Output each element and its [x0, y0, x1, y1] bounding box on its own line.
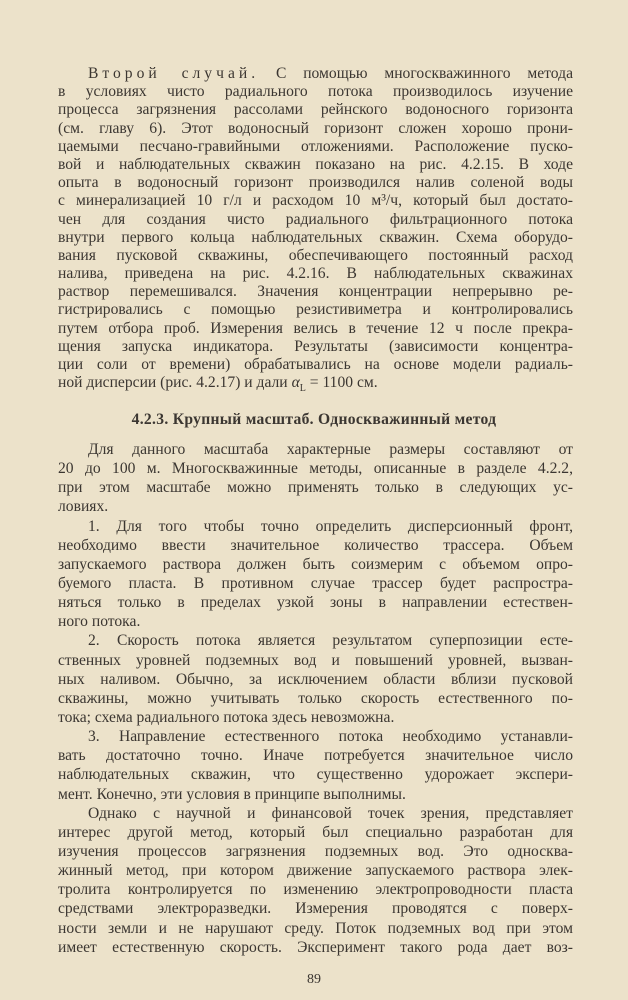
text-line: 2. Скорость потока является результатом суперпозиции есте-	[88, 632, 573, 650]
text-line: процесса загрязнения рассолами рейнского водоносного горизонта	[58, 101, 573, 119]
text-line: (см. главу 6). Этот водоносный горизонт сложен хорошо прони-	[58, 119, 573, 137]
text-line: ной дисперсии (рис. 4.2.17) и дали $\alpha_L = 1100$ см.	[58, 374, 378, 395]
text-line: Однако с научной и финансовой точек зрения, представляет	[88, 804, 573, 822]
text-line	[58, 65, 573, 83]
text-line: интерес другой метод, который был специально разработан для	[58, 823, 573, 841]
text-line: в условиях чисто радиального потока производилось изучение	[58, 83, 573, 101]
text-line: ного потока.	[58, 613, 141, 631]
text-line: жинный метод, при котором движение запускаемого раствора элек-	[58, 862, 573, 880]
spaced-lead: Второй случай.	[88, 65, 260, 82]
text-line: ции соли от времени) обрабатывались на основе модели радиаль-	[58, 356, 573, 373]
text-line: щения запуска индикатора. Результаты (зависимости концентра-	[58, 337, 573, 355]
text-line: 20 до 100 м. Многоскважинные методы, описанные в разделе 4.2.2,	[58, 460, 573, 478]
text-line: цаемыми песчано-гравийными отложениями. Расположение пуско-	[58, 137, 573, 155]
text-line: тока; схема радиального потока здесь невозможна.	[58, 708, 395, 726]
paragraph-second-case	[58, 65, 573, 395]
text-line: вой и наблюдательных скважин показано на рис. 4.2.15. В ходе	[58, 155, 573, 173]
text-line: 3. Направление естественного потока необходимо устанавли-	[88, 728, 573, 746]
text-line: налива, приведена на рис. 4.2.16. В наблюдательных скважинах	[58, 265, 573, 283]
text-line: средствами электроразведки. Измерения проводятся с поверх-	[58, 900, 573, 918]
text-line: тролита контролируется по изменению электропроводности пласта	[58, 881, 573, 899]
text-line: ных наливом. Обычно, за исключением области вблизи пусковой	[58, 670, 573, 688]
text-line: изучения процессов загрязнения подземных вод. Это односква-	[58, 842, 573, 860]
text-line: гистрировались с помощью резистивиметра и контролировались	[58, 301, 573, 319]
text-line: запускаемого раствора должен быть соизмерим с объемом опро-	[58, 555, 573, 573]
text-line: вания пусковой скважины, обеспечивающего постоянный расход	[58, 246, 573, 264]
text-line: раствор перемешивался. Значения концентрации непрерывно ре-	[58, 283, 573, 301]
text-line: вать достаточно точно. Иначе потребуется значительное число	[58, 747, 573, 765]
text-line: скважины, можно учитывать только скорость естественного по-	[58, 689, 573, 707]
text-line: опыта в водоносный горизонт производился налив соленой воды	[58, 174, 573, 192]
text-line: буемого пласта. В противном случае трассер будет распростра-	[58, 574, 573, 592]
text-line: внутри первого кольца наблюдательных скважин. Схема оборудо-	[58, 228, 573, 246]
text-line: ственных уровней подземных вод и повышений уровней, вызван-	[58, 651, 573, 669]
text-line: мент. Конечно, эти условия в принципе выполнимы.	[58, 785, 406, 803]
text-line: имеет естественную скорость. Эксперимент такого рода дает воз-	[58, 938, 573, 956]
text-line: Для данного масштаба характерные размеры составляют от	[88, 441, 573, 458]
text-line: с минерализацией 10 г/л и расходом 10 м³/ч, который был достато-	[58, 192, 573, 210]
line-text: С помощью многоскважинного метода	[259, 65, 573, 82]
section-body	[58, 440, 573, 957]
text-line: 1. Для того чтобы точно определить дисперсионный фронт,	[88, 517, 573, 535]
text-line: наблюдательных скважин, что существенно удорожает экспери-	[58, 766, 573, 784]
text-line: ности земли и не нарушают среду. Поток подземных вод при этом	[58, 919, 573, 937]
text-line: ловиях.	[58, 498, 109, 516]
text-line: необходимо ввести значительное количество трассера. Объем	[58, 536, 573, 554]
page-number: 89	[307, 972, 321, 987]
section-heading: 4.2.3. Крупный масштаб. Односкважинный метод	[131, 411, 497, 428]
text-line: путем отбора проб. Измерения велись в течение 12 ч после прекра-	[58, 319, 573, 337]
text-line: няться только в пределах узкой зоны в направлении естествен-	[58, 594, 573, 612]
text-line: чен для создания чисто радиального фильтрационного потока	[58, 210, 573, 228]
text-line: при этом масштабе можно применять только в следующих ус-	[58, 479, 573, 497]
